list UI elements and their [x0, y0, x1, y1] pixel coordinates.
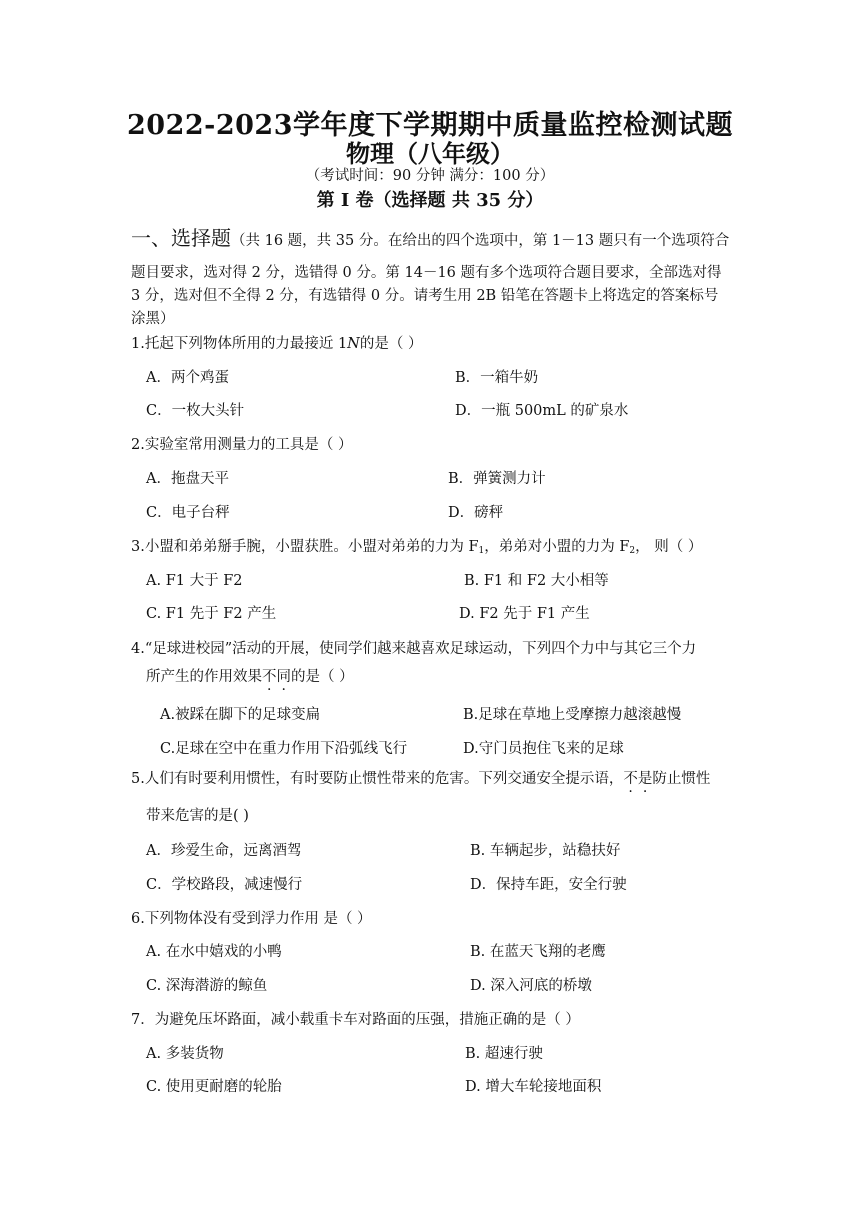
instructions-heading: 一、选择题 [131, 226, 231, 250]
question-3-option-c: C. F1 先于 F2 产生 [146, 606, 277, 622]
question-2-option-d: D．磅秤 [448, 505, 504, 521]
question-4-option-b: B.足球在草地上受摩擦力越滚越慢 [463, 707, 682, 723]
question-4-stem-line-1: 4.“足球进校园”活动的开展，使同学们越来越喜欢足球运动，下列四个力中与其它三个力 [131, 641, 697, 657]
question-4-option-d: D.守门员抱住飞来的足球 [463, 741, 624, 757]
question-3-option-a: A. F1 大于 F2 [146, 573, 243, 589]
question-6-option-c: C. 深海潜游的鲸鱼 [146, 978, 268, 994]
question-3-stem: 3.小盟和弟弟掰手腕，小盟获胜。小盟对弟弟的力为 $F_1$，弟弟对小盟的力为 $F_2$， 则（ ） [131, 539, 703, 556]
question-4-option-a: A.被踩在脚下的足球变扁 [160, 707, 321, 723]
question-6-option-a: A. 在水中嬉戏的小鸭 [146, 944, 282, 960]
question-5-option-c: C．学校路段，减速慢行 [146, 877, 303, 893]
instructions-line-3: 3 分，选对但不全得 2 分，有选错得 0 分。请考生用 2B 铅笔在答题卡上将选定的答案标号 [131, 288, 719, 304]
question-7-option-b: B. 超速行驶 [465, 1046, 543, 1062]
emphasis-mark: 是 [637, 771, 653, 787]
subject-title: 物理（八年级） [346, 139, 514, 168]
emphasis-mark: 同 [276, 669, 291, 685]
question-6-option-b: B. 在蓝天飞翔的老鹰 [470, 944, 606, 960]
question-1-option-d: D．一瓶 500mL 的矿泉水 [455, 403, 629, 419]
question-2-option-c: C．电子台秤 [146, 505, 230, 521]
question-7-option-d: D. 增大车轮接地面积 [465, 1079, 602, 1095]
question-2-option-b: B．弹簧测力计 [448, 471, 546, 487]
emphasis-mark: 不 [262, 669, 277, 685]
emphasis-mark: 不 [623, 771, 638, 787]
question-1-option-a: A．两个鸡蛋 [146, 370, 229, 386]
question-4-option-c: C.足球在空中在重力作用下沿弧线飞行 [160, 741, 408, 757]
question-4-stem-line-2: 所产生的作用效果不同的是（ ） [146, 669, 354, 685]
question-2-option-a: A．拖盘天平 [146, 471, 229, 487]
section-title: 第 I 卷（选择题 共 35 分） [316, 190, 544, 211]
question-1-stem: 1.托起下列物体所用的力最接近 1N的是（ ） [131, 336, 423, 352]
question-2-stem: 2.实验室常用测量力的工具是（ ） [131, 437, 353, 453]
question-7-option-c: C. 使用更耐磨的轮胎 [146, 1079, 282, 1095]
question-5-stem-line-1: 5.人们有时要利用惯性，有时要防止惯性带来的危害。下列交通安全提示语，不是防止惯性 [131, 771, 711, 787]
instructions-line-4: 涂黑） [131, 311, 175, 327]
question-1-option-c: C．一枚大头针 [146, 403, 245, 419]
instructions-line-1: 一、选择题（共 16 题，共 35 分。在给出的四个选项中，第 1－13 题只有一个选项符合 [131, 226, 730, 250]
question-3-option-b: B. F1 和 F2 大小相等 [464, 573, 609, 589]
question-3-option-d: D. F2 先于 F1 产生 [459, 606, 590, 622]
exam-title: 2022-2023学年度下学期期中质量监控检测试题 [127, 110, 733, 141]
question-6-stem: 6.下列物体没有受到浮力作用 是（ ） [131, 911, 372, 927]
question-5-stem-line-2: 带来危害的是( ) [146, 808, 249, 824]
question-5-option-a: A．珍爱生命，远离酒驾 [146, 843, 302, 859]
exam-meta: （考试时间：90 分钟 满分：100 分） [305, 168, 555, 184]
question-5-option-d: D．保持车距，安全行驶 [470, 877, 627, 893]
instructions-line-2: 题目要求，选对得 2 分，选错得 0 分。第 14－16 题有多个选项符合题目要求，全部选对得 [131, 265, 722, 281]
question-7-option-a: A. 多装货物 [146, 1046, 224, 1062]
question-6-option-d: D. 深入河底的桥墩 [470, 978, 592, 994]
question-5-option-b: B. 车辆起步，站稳扶好 [470, 843, 621, 859]
question-7-stem: 7．为避免压坏路面，减小载重卡车对路面的压强，措施正确的是（ ） [131, 1012, 580, 1028]
question-1-option-b: B．一箱牛奶 [455, 370, 539, 386]
